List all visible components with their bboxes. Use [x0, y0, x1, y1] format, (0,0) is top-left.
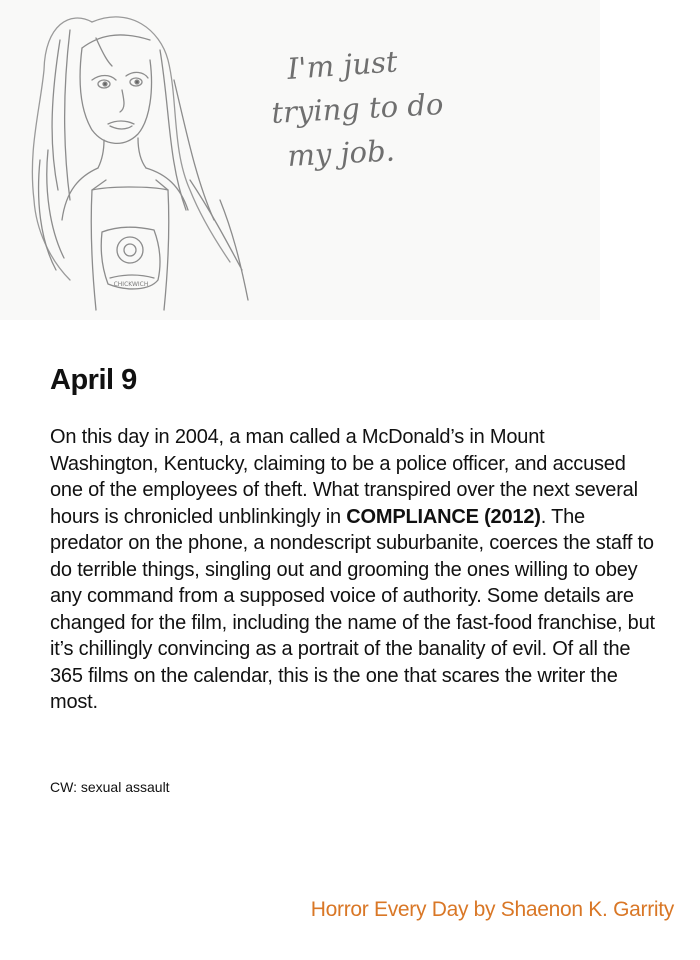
- apron-logo-text: CHICKWICH: [113, 281, 149, 288]
- illustration-panel: [0, 0, 600, 320]
- film-title: COMPLIANCE (2012): [346, 505, 541, 528]
- speech-line-3: my job.: [286, 133, 396, 173]
- entry-date-heading: April 9: [50, 364, 137, 396]
- content-warning: CW: sexual assault: [50, 779, 170, 795]
- entry-text-part-1: On this day in 2004, a man called a McDonald’s in Mount Washington, Kentucky, claiming to be a police officer, and accused one of the employees of theft. What transpired over the next several hours is chronicled unblinkingly in: [50, 426, 638, 528]
- speech-line-1: I'm just: [286, 44, 399, 86]
- author-credit: Horror Every Day by Shaenon K. Garrity: [310, 898, 674, 921]
- entry-body-text: [50, 424, 655, 716]
- pencil-sketch-illustration: [0, 0, 600, 320]
- entry-text-part-2: . The predator on the phone, a nondescript suburbanite, coerces the staff to do terrible things, singling out and grooming the ones willing to obey any command from a supposed voice of authority. Some details are changed for the film, including the name of the fast-food franchise, but it’s chillingly convincing as a portrait of the banality of evil. Of all the 365 films on the calendar, this is the one that scares the writer the most.: [50, 505, 655, 713]
- speech-line-2: trying to do: [270, 87, 445, 130]
